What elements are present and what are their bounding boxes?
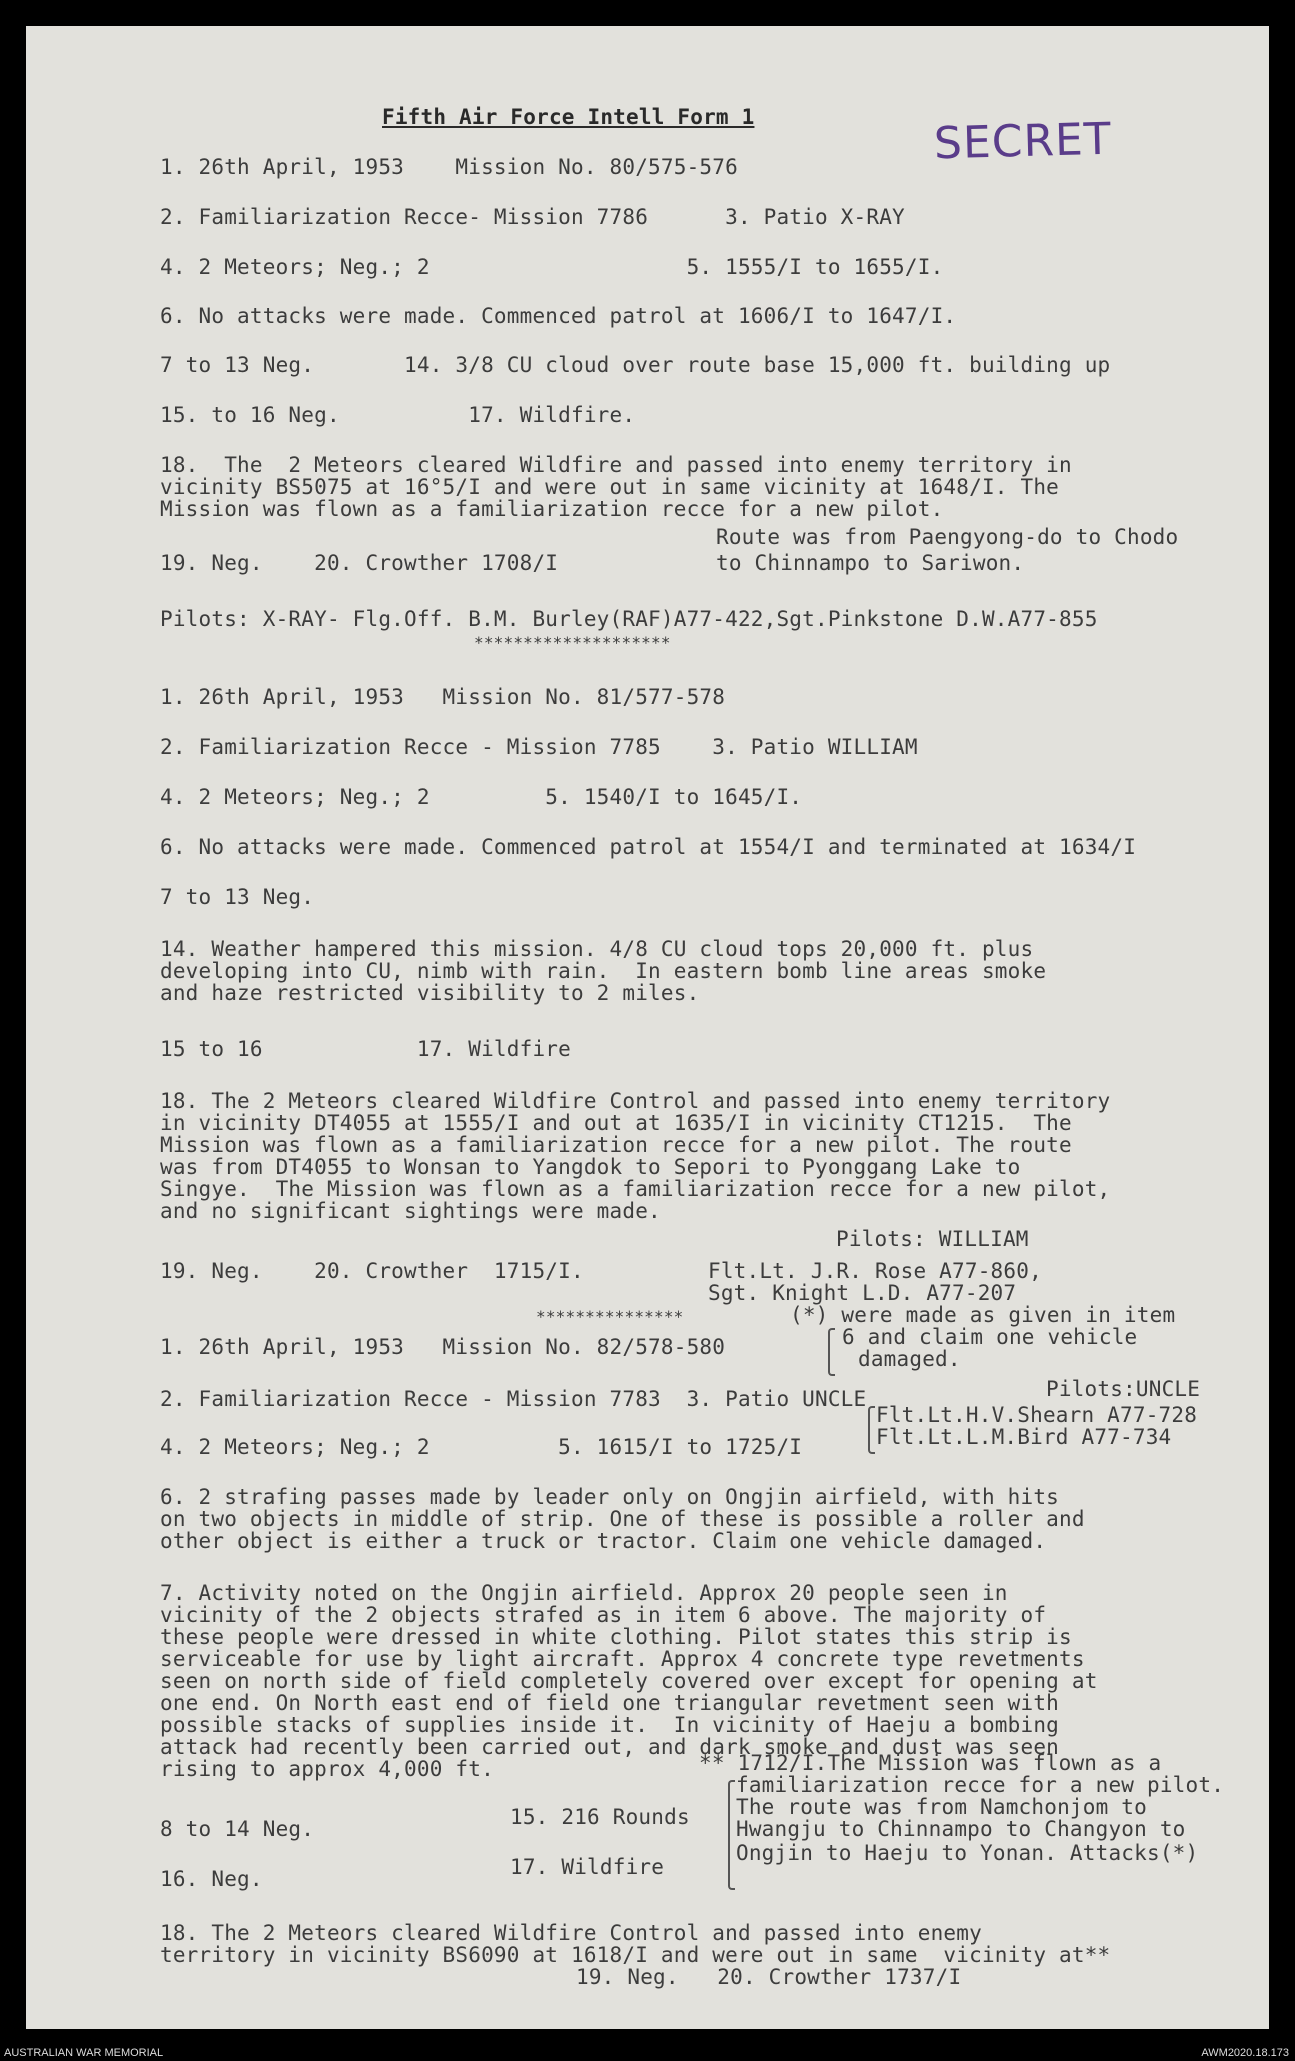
text-line: 8 to 14 Neg. bbox=[160, 1817, 315, 1841]
text-line: Mission was flown as a familiarization recce for a new pilot. bbox=[160, 497, 944, 521]
text-line: 4. 2 Meteors; Neg.; 2 5. 1615/I to 1725/I bbox=[160, 1435, 803, 1459]
text-line: Sgt. Knight L.D. A77-207 bbox=[708, 1281, 1017, 1305]
text-line: developing into CU, nimb with rain. In eastern bomb line areas smoke bbox=[160, 959, 1047, 983]
text-line: 1. 26th April, 1953 Mission No. 81/577-578 bbox=[160, 685, 726, 709]
text-line: 18. The 2 Meteors cleared Wildfire and passed into enemy territory in bbox=[160, 453, 1072, 477]
text-line: (*) were made as given in item bbox=[790, 1303, 1176, 1327]
text-line: and no significant sightings were made. bbox=[160, 1199, 661, 1223]
text-line: Pilots: WILLIAM bbox=[836, 1227, 1029, 1251]
bracket bbox=[868, 1406, 875, 1454]
text-line: 6 and claim one vehicle bbox=[842, 1325, 1138, 1349]
text-line: 2. Familiarization Recce- Mission 7786 3. Patio X-RAY bbox=[160, 205, 905, 229]
text-line: 4. 2 Meteors; Neg.; 2 5. 1555/I to 1655/I. bbox=[160, 255, 944, 279]
text-line: 1. 26th April, 1953 Mission No. 80/575-576 bbox=[160, 155, 738, 179]
text-line: Ongjin to Haeju to Yonan. Attacks(*) bbox=[736, 1841, 1199, 1865]
text-line: Hwangju to Chinnampo to Changyon to bbox=[736, 1817, 1186, 1841]
text-line: in vicinity DT4055 at 1555/I and out at 1635/I in vicinity CT1215. The bbox=[160, 1111, 1072, 1135]
text-line: rising to approx 4,000 ft. bbox=[160, 1757, 494, 1781]
text-line: 6. No attacks were made. Commenced patrol at 1606/I to 1647/I. bbox=[160, 304, 957, 328]
text-line: attack had recently been carried out, and dark smoke and dust was seen bbox=[160, 1735, 1060, 1759]
separator: *************** bbox=[536, 1307, 684, 1326]
text-line: 14. Weather hampered this mission. 4/8 CU cloud tops 20,000 ft. plus bbox=[160, 937, 1034, 961]
text-line: Singye. The Mission was flown as a familiarization recce for a new pilot, bbox=[160, 1177, 1111, 1201]
form-title: Fifth Air Force Intell Form 1 bbox=[382, 105, 755, 129]
text-line: 18. The 2 Meteors cleared Wildfire Control and passed into enemy territory bbox=[160, 1089, 1111, 1113]
text-line: was from DT4055 to Wonsan to Yangdok to Sepori to Pyonggang Lake to bbox=[160, 1155, 1021, 1179]
text-line: Flt.Lt.H.V.Shearn A77-728 bbox=[876, 1403, 1198, 1427]
text-line: The route was from Namchonjom to bbox=[736, 1795, 1147, 1819]
text-line: one end. On North east end of field one triangular revetment seen with bbox=[160, 1691, 1060, 1715]
text-line: to Chinnampo to Sariwon. bbox=[716, 551, 1025, 575]
text-line: 19. Neg. 20. Crowther 1715/I. bbox=[160, 1259, 584, 1283]
secret-stamp: SECRET bbox=[933, 113, 1113, 170]
text-line: familiarization recce for a new pilot. bbox=[736, 1773, 1225, 1797]
text-line: Pilots:UNCLE bbox=[1046, 1377, 1201, 1401]
text-line: serviceable for use by light aircraft. Approx 4 concrete type revetments bbox=[160, 1647, 1085, 1671]
text-line: 6. No attacks were made. Commenced patrol at 1554/I and terminated at 1634/I bbox=[160, 835, 1137, 859]
text-line: 1. 26th April, 1953 Mission No. 82/578-580 bbox=[160, 1335, 726, 1359]
footer-right: AWM2020.18.173 bbox=[1201, 2047, 1289, 2059]
text-line: possible stacks of supplies inside it. In vicinity of Haeju a bombing bbox=[160, 1713, 1060, 1737]
text-line: Pilots: X-RAY- Flg.Off. B.M. Burley(RAF)A77-422,Sgt.Pinkstone D.W.A77-855 bbox=[160, 607, 1098, 631]
text-line: vicinity BS5075 at 16°5/I and were out in same vicinity at 1648/I. The bbox=[160, 475, 1060, 499]
text-line: Route was from Paengyong-do to Chodo bbox=[716, 525, 1179, 549]
text-line: 18. The 2 Meteors cleared Wildfire Control and passed into enemy bbox=[160, 1921, 982, 1945]
text-line: 2. Familiarization Recce - Mission 7783 3. Patio UNCLE bbox=[160, 1387, 867, 1411]
document-page bbox=[26, 26, 1269, 2029]
footer-left: AUSTRALIAN WAR MEMORIAL bbox=[4, 2047, 164, 2059]
text-line: damaged. bbox=[858, 1347, 961, 1371]
text-line: territory in vicinity BS6090 at 1618/I and were out in same vicinity at** bbox=[160, 1943, 1111, 1967]
bracket bbox=[728, 1780, 735, 1890]
text-line: on two objects in middle of strip. One of these is possible a roller and bbox=[160, 1507, 1085, 1531]
separator: ******************** bbox=[474, 633, 671, 652]
text-line: seen on north side of field completely covered over except for opening at bbox=[160, 1669, 1098, 1693]
text-line: 15 to 16 17. Wildfire bbox=[160, 1037, 571, 1061]
bracket bbox=[828, 1328, 835, 1376]
text-line: 6. 2 strafing passes made by leader only on Ongjin airfield, with hits bbox=[160, 1485, 1060, 1509]
text-line: 2. Familiarization Recce - Mission 7785 3. Patio WILLIAM bbox=[160, 735, 918, 759]
text-line: 7 to 13 Neg. bbox=[160, 885, 315, 909]
text-line: 15. to 16 Neg. 17. Wildfire. bbox=[160, 403, 636, 427]
text-line: these people were dressed in white clothing. Pilot states this strip is bbox=[160, 1625, 1072, 1649]
text-line: ** 1712/I.The Mission was flown as a bbox=[699, 1751, 1162, 1775]
text-line: 19. Neg. 20. Crowther 1737/I bbox=[576, 1965, 962, 1989]
text-line: Mission was flown as a familiarization recce for a new pilot. The route bbox=[160, 1133, 1072, 1157]
text-line: 7. Activity noted on the Ongjin airfield. Approx 20 people seen in bbox=[160, 1581, 1008, 1605]
text-line: 15. 216 Rounds bbox=[510, 1805, 690, 1829]
text-line: other object is either a truck or tractor. Claim one vehicle damaged. bbox=[160, 1529, 1047, 1553]
text-line: and haze restricted visibility to 2 miles. bbox=[160, 981, 700, 1005]
text-line: vicinity of the 2 objects strafed as in item 6 above. The majority of bbox=[160, 1603, 1047, 1627]
text-line: 17. Wildfire bbox=[510, 1855, 665, 1879]
text-line: 16. Neg. bbox=[160, 1867, 263, 1891]
text-line: 19. Neg. 20. Crowther 1708/I bbox=[160, 551, 559, 575]
text-line: Flt.Lt.L.M.Bird A77-734 bbox=[876, 1425, 1172, 1449]
text-line: 4. 2 Meteors; Neg.; 2 5. 1540/I to 1645/I. bbox=[160, 785, 803, 809]
text-line: 7 to 13 Neg. 14. 3/8 CU cloud over route base 15,000 ft. building up bbox=[160, 353, 1111, 377]
text-line: Flt.Lt. J.R. Rose A77-860, bbox=[708, 1259, 1042, 1283]
